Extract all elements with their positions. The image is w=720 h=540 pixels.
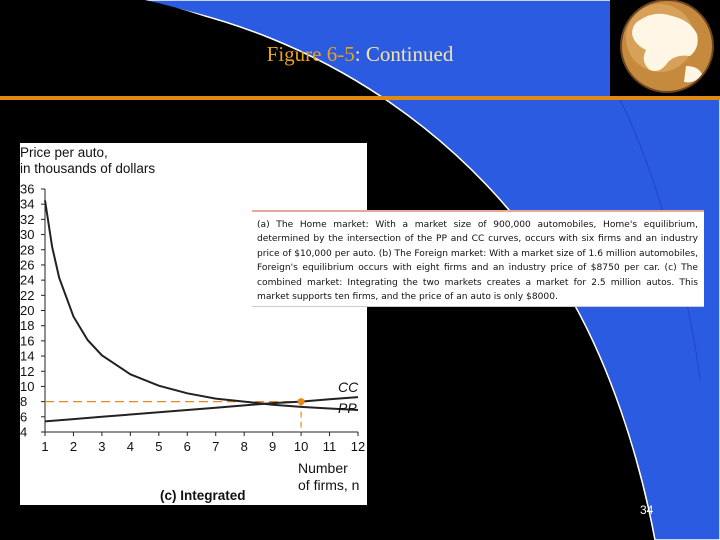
chart-svg	[20, 143, 367, 505]
x-tick-label: 8	[240, 439, 248, 454]
y-tick-label: 16	[20, 333, 35, 349]
chart-title: (c) Integrated	[160, 488, 246, 503]
x-tick-label: 7	[212, 439, 220, 454]
series-label-cc: CC	[338, 378, 359, 395]
y-tick-label: 14	[20, 348, 35, 364]
y-tick-label: 24	[20, 272, 35, 288]
x-axis-label-line1: Number	[298, 460, 348, 476]
x-tick-label: 2	[69, 439, 78, 454]
y-tick-label: 20	[20, 303, 35, 318]
x-tick-label: 1	[41, 439, 49, 454]
y-tick-label: 8	[20, 394, 28, 410]
x-tick-label: 10	[293, 439, 309, 454]
y-tick-label: 10	[20, 378, 35, 394]
x-tick-label: 6	[183, 439, 191, 454]
equilibrium-point	[298, 398, 305, 405]
x-tick-label: 4	[126, 439, 134, 454]
caption-box	[252, 210, 704, 307]
chart-panel	[20, 143, 367, 505]
figure-caption: (a) The Home market: With a market size of 900,000 automobiles, Home's equilibrium, determined by the intersection of the PP and CC curves, occurs with six firms and an industry price of $10,000 per auto. (b) The Foreign market: With a market size of 1.6 million automobiles, Foreign's equilibrium occurs with eight firms and an industry price of $8750 per car. (c) The combined market: Integrating the two markets creates a market for 2.5 million autos. This market supports ten firms, and the price of an auto is only $8000.	[257, 220, 698, 303]
y-axis-label-line2: in thousands of dollars	[20, 161, 156, 176]
y-tick-label: 4	[20, 424, 28, 440]
title-divider	[0, 96, 720, 100]
y-tick-label: 22	[20, 287, 35, 303]
x-tick-label: 12	[350, 439, 366, 454]
y-tick-label: 36	[20, 181, 35, 197]
figure-number: Figure 6-5	[266, 42, 355, 66]
x-tick-label: 3	[98, 439, 106, 454]
y-tick-label: 18	[20, 318, 35, 334]
series-label-pp: PP	[338, 400, 357, 417]
x-tick-label: 5	[155, 439, 163, 454]
slide-number: 34	[640, 503, 654, 517]
y-tick-label: 12	[20, 363, 35, 379]
y-tick-label: 26	[20, 257, 35, 273]
y-axis-label-line1: Price per auto,	[20, 145, 108, 160]
series-line-pp	[45, 397, 358, 421]
y-tick-label: 32	[20, 211, 35, 227]
y-tick-label: 28	[20, 242, 35, 258]
y-tick-label: 6	[20, 409, 28, 425]
x-tick-label: 9	[269, 439, 277, 454]
slide-title	[0, 42, 720, 67]
y-tick-label: 30	[20, 227, 35, 243]
x-tick-label: 11	[322, 439, 337, 454]
x-axis-label-line2: of firms, n	[298, 477, 360, 493]
figure-title-rest: : Continued	[354, 42, 454, 66]
y-tick-label: 34	[20, 196, 35, 212]
